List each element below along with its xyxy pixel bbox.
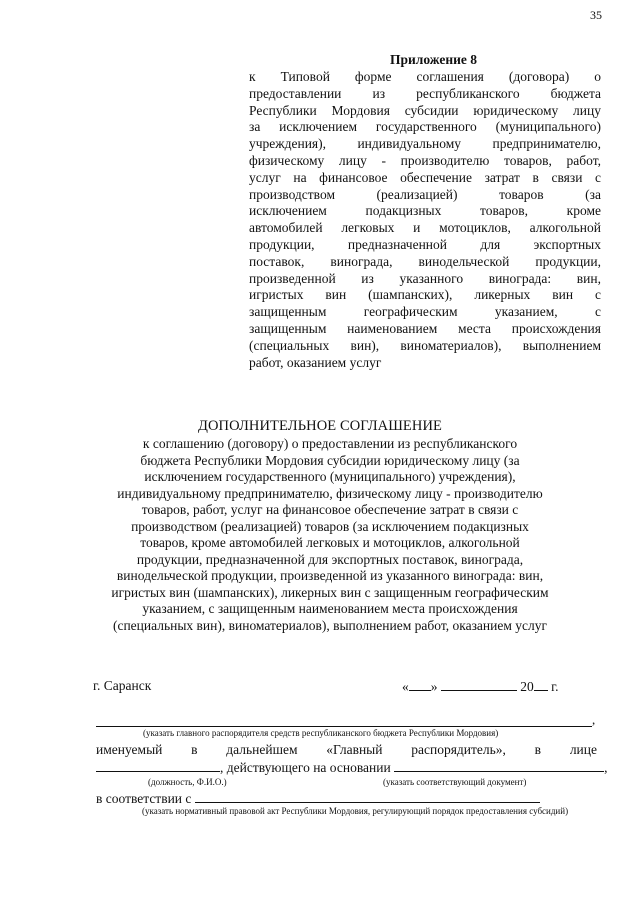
agreement-line: товаров, работ, услуг на финансовое обеспечение затрат в связи с <box>141 502 519 517</box>
agreement-line: бюджета Республики Мордовия субсидии юридическому лицу (за <box>140 452 520 468</box>
comma: , <box>592 712 596 727</box>
appendix-line: Республики Мордовия субсидии юридическому лицу <box>249 102 601 118</box>
appendix-line: предоставлении из республиканского бюджета <box>249 85 601 101</box>
appendix-line: за исключением государственного (муниципального) <box>249 119 601 135</box>
agreement-line: к соглашению (договору) о предоставлении из республиканского <box>142 436 518 451</box>
hint-distributor: (указать главного распорядителя средств республиканского бюджета Республики Мордовия) <box>143 728 499 738</box>
agreement-line: (специальных вин), виноматериалов), выполнением работ, оказанием услуг <box>112 617 548 633</box>
appendix-line: игристых вин (шампанских), ликерных вин с <box>249 287 601 303</box>
year-suffix: г. <box>547 679 559 694</box>
agreement-line: указанием, с защищенным наименованием места происхождения <box>142 601 518 616</box>
appendix-line: учреждения), индивидуальному предпринимателю, <box>249 136 601 152</box>
day-blank <box>409 678 431 691</box>
accordance-row <box>96 790 540 807</box>
named-line: именуемый в дальнейшем «Главный распорядитель», в лице <box>96 742 597 757</box>
hint-act: (указать нормативный правовой акт Республики Мордовия, регулирующий порядок предоставления субсидий) <box>142 806 569 816</box>
appendix-line: работ, оказанием услуг <box>249 354 382 370</box>
year-prefix: 20 <box>520 679 534 694</box>
appendix-line: продукции, предназначенной для экспортных <box>249 236 601 252</box>
appendix-text <box>249 69 601 371</box>
appendix-title: Приложение 8 <box>390 52 478 67</box>
month-blank <box>441 678 517 691</box>
agreement-title: ДОПОЛНИТЕЛЬНОЕ СОГЛАШЕНИЕ <box>198 418 442 434</box>
date-field <box>402 678 559 695</box>
comma: , <box>604 760 608 775</box>
hint-position: (должность, Ф.И.О.) <box>148 777 227 787</box>
agreement-line: товаров, кроме автомобилей легковых и мотоциклов, алкогольной <box>140 535 520 550</box>
appendix-line: к Типовой форме соглашения (договора) о <box>249 69 601 84</box>
document-blank <box>394 759 604 772</box>
date-open-quote: « <box>402 679 409 694</box>
date-close-quote: » <box>430 679 438 694</box>
act-blank <box>195 790 540 803</box>
agreement-line: производством (реализацией) товаров (за исключением подакцизных <box>131 518 529 534</box>
acting-basis-text: , действующего на основании <box>220 760 391 775</box>
appendix-line: защищенным географическим указанием, с <box>249 304 601 320</box>
appendix-line: защищенным наименованием места происхождения <box>249 320 601 336</box>
appendix-line: услуг на финансовое обеспечение затрат в связи с <box>249 169 601 185</box>
acting-row <box>96 759 607 776</box>
appendix-line: (специальных вин), виноматериалов), выполнением <box>249 337 601 353</box>
agreement-subtitle <box>80 436 580 634</box>
place-label: г. Саранск <box>93 678 152 693</box>
in-accordance-text: в соответствии с <box>96 791 192 806</box>
appendix-line: произведенной из указанного винограда: вин, <box>249 270 601 286</box>
distributor-blank <box>96 712 592 727</box>
appendix-line: физическому лицу - производителю товаров, работ, <box>249 152 601 168</box>
hint-document: (указать соответствующий документ) <box>383 777 527 787</box>
appendix-line: автомобилей легковых и мотоциклов, алкогольной <box>249 220 601 236</box>
appendix-line: исключением подакцизных товаров, кроме <box>249 203 601 219</box>
year-blank <box>534 678 548 691</box>
agreement-line: продукции, предназначенной для экспортных поставок, винограда, <box>136 551 524 567</box>
agreement-line: винодельческой продукции, произведенной из указанного винограда: вин, <box>116 568 544 583</box>
position-blank <box>96 759 220 772</box>
agreement-line: игристых вин (шампанских), ликерных вин с защищенным географическим <box>111 584 549 600</box>
appendix-line: производством (реализацией) товаров (за <box>249 186 601 202</box>
agreement-line: индивидуальному предпринимателю, физическому лицу - производителю <box>117 485 543 501</box>
agreement-line: исключением государственного (муниципального) учреждения), <box>144 469 516 484</box>
page-number: 35 <box>590 8 602 22</box>
appendix-line: поставок, винограда, винодельческой продукции, <box>249 253 601 269</box>
